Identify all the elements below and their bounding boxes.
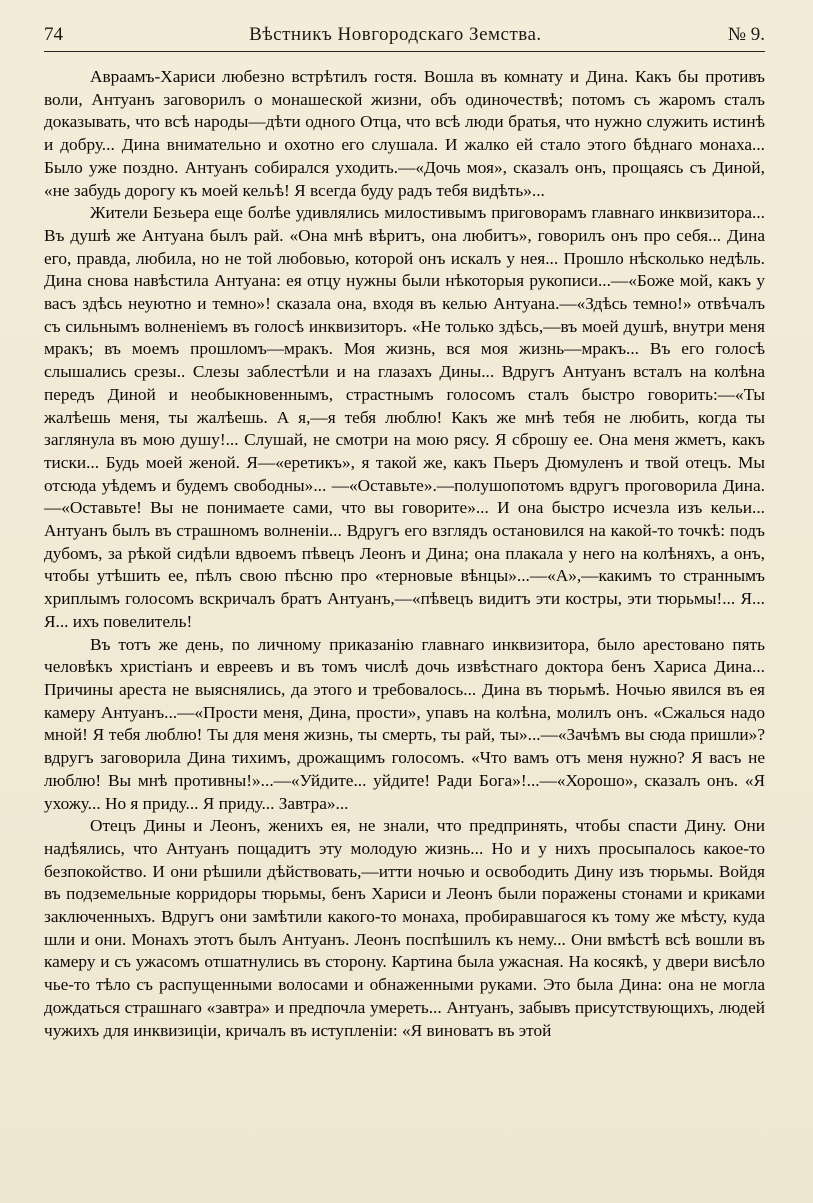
journal-title: Вѣстникъ Новгородскаго Земства. [249,24,542,45]
page-header [44,24,765,52]
paragraph-3: Въ тотъ же день, по личному приказанію главнаго инквизитора, было арестовано пять человѣкъ христіанъ и евреевъ и въ томъ числѣ дочь извѣстнаго доктора бенъ Хариса Дина... Причины ареста не выяснялись, да этого и требовалось... Дина въ тюрьмѣ. Ночью явился въ ея камеру Антуанъ...—«Прости меня, Дина, прости», упавъ на колѣна, молилъ онъ. «Сжалься надо мной! Я тебя люблю! Ты для меня жизнь, ты смерть, ты рай, ты»...—«Зачѣмъ вы сюда пришли»? вдругъ заговорила Дина тихимъ, дрожащимъ голосомъ. «Что вамъ отъ меня нужно? Я васъ не люблю! Вы мнѣ противны!»...—«Уйдите... уйдите! Ради Бога»!...—«Хорошо», сказалъ онъ. «Я ухожу... Но я приду... Я приду... Завтра»... [44,634,765,813]
article-body [44,66,765,1042]
issue-number: № 9. [727,24,765,45]
page-number: 74 [44,24,63,45]
paragraph-4: Отецъ Дины и Леонъ, женихъ ея, не знали, что предпринять, чтобы спасти Дину. Они надѣялись, что Антуанъ пощадитъ эту молодую жизнь... Но и у нихъ просыпалось какое-то безпокойство. И они рѣшили дѣйствовать,—итти ночью и освободить Дину изъ тюрьмы. Войдя въ подземельные корридоры тюрьмы, бенъ Хариси и Леонъ были поражены стонами и криками заключенныхъ. Вдругъ они замѣтили какого-то монаха, пробиравшагося къ тому же мѣсту, куда шли и они. Монахъ этотъ былъ Антуанъ. Леонъ поспѣшилъ къ нему... Они вмѣстѣ всѣ вошли въ камеру и съ ужасомъ отшатнулись въ сторону. Картина была ужасная. На косякѣ, у двери висѣло чье-то тѣло съ распущенными волосами и обнаженными руками. Это была Дина: она не могла дождаться страшнаго «завтра» и предпочла умереть... Антуанъ, забывъ присутствующихъ, людей чужихъ для инквизиціи, кричалъ въ иступленіи: «Я виноватъ въ этой [44,816,765,1040]
paragraph-2: Жители Безьера еще болѣе удивлялись милостивымъ приговорамъ главнаго инквизитора... Въ душѣ же Антуана былъ рай. «Она мнѣ вѣритъ, она любитъ», говорилъ онъ про себя... Дина его, правда, любила, но не той любовью, которой онъ искалъ у нея... Прошло нѣсколько недѣль. Дина снова навѣстила Антуана: ея отцу нужны были нѣкоторыя рукописи...—«Боже мой, какъ у васъ здѣсь неуютно и темно»! сказала она, входя въ келью Антуана.—«Здѣсь темно!» отвѣчалъ съ сильнымъ волненіемъ въ голосѣ инквизиторъ. «Не только здѣсь,—въ моей душѣ, внутри меня мракъ; въ моемъ прошломъ—мракъ. Моя жизнь, вся моя жизнь—мракъ... Въ его голосѣ слышались срезы.. Слезы заблестѣли и на глазахъ Дины... Вдругъ Антуанъ всталъ на колѣна передъ Диной и необыкновеннымъ, страстнымъ голосомъ сталъ быстро говорить:—«Ты жалѣешь меня, ты жалѣешь. А я,—я тебя люблю! Какъ же мнѣ тебя не любить, когда ты заглянула въ мою душу!... Слушай, не смотри на мою рясу. Я сброшу ее. Она меня жметъ, какъ тиски... Будь моей женой. Я—«еретикъ», я такой же, какъ Пьеръ Дюмуленъ и твой отецъ. Мы отсюда уѣдемъ и будемъ свободны»... —«Оставьте».—полушопотомъ вдругъ проговорила Дина.—«Оставьте! Вы не понимаете сами, что вы говорите»... И она быстро исчезла изъ кельи... Антуанъ былъ въ страшномъ волненіи... Вдругъ его взглядъ остановился на какой-то точкѣ: подъ дубомъ, за рѣкой сидѣли вдвоемъ пѣвецъ Леонъ и Дина; она плакала у него на колѣняхъ, а онъ, чтобы утѣшить ее, пѣлъ свою пѣсню про «терновые вѣнцы»...—«А»,—какимъ то страннымъ хриплымъ голосомъ вскричалъ братъ Антуанъ,—«пѣвецъ видитъ эти костры, эти тюрьмы!... Я... Я... ихъ повелитель! [44,203,765,631]
paragraph-1: Авраамъ-Хариси любезно встрѣтилъ гостя. Вошла въ комнату и Дина. Какъ бы противъ воли, Антуанъ заговорилъ о монашеской жизни, объ одиночествѣ; потомъ съ жаромъ сталъ доказывать, что всѣ народы—дѣти одного Отца, что всѣ люди братья, что нужно служить истинѣ и добру... Дина внимательно и охотно его слушала. И жалко ей стало этого бѣднаго монаха... Было уже поздно. Антуанъ собирался уходить.—«Дочь моя», сказалъ онъ, прощаясь съ Диной, «не забудь дорогу къ моей кельѣ! Я всегда буду радъ тебя видѣть»... [44,67,765,200]
